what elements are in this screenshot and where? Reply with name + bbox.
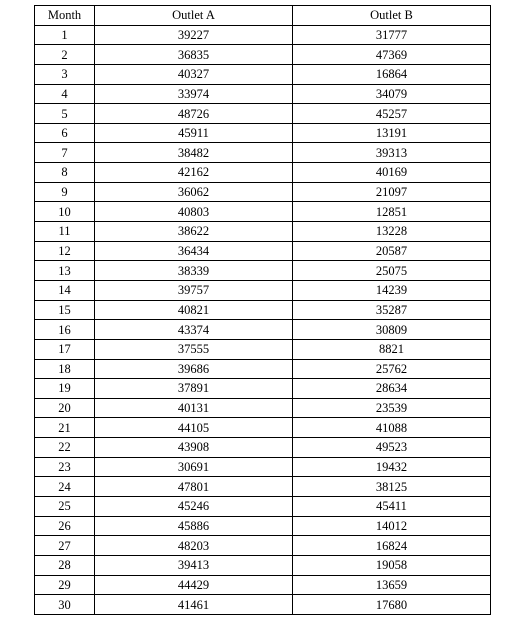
outlet-b-cell: 25762 (293, 359, 491, 379)
sales-table (34, 5, 491, 615)
table-row (35, 575, 491, 595)
month-cell: 17 (35, 339, 95, 359)
month-cell: 15 (35, 300, 95, 320)
month-cell: 1 (35, 25, 95, 45)
table-body (35, 25, 491, 614)
outlet-b-cell: 13659 (293, 575, 491, 595)
table-row (35, 222, 491, 242)
table-row (35, 555, 491, 575)
outlet-a-cell: 45886 (95, 516, 293, 536)
outlet-a-cell: 45246 (95, 497, 293, 517)
table-row (35, 457, 491, 477)
month-cell: 20 (35, 398, 95, 418)
table-row (35, 104, 491, 124)
month-cell: 14 (35, 280, 95, 300)
outlet-a-cell: 39757 (95, 280, 293, 300)
month-cell: 7 (35, 143, 95, 163)
month-cell: 26 (35, 516, 95, 536)
outlet-b-cell: 45257 (293, 104, 491, 124)
header-outlet-a: Outlet A (95, 6, 293, 26)
table-row (35, 359, 491, 379)
table-row (35, 418, 491, 438)
month-cell: 22 (35, 438, 95, 458)
table-row (35, 398, 491, 418)
outlet-a-cell: 45911 (95, 123, 293, 143)
outlet-b-cell: 47369 (293, 45, 491, 65)
month-cell: 9 (35, 182, 95, 202)
outlet-b-cell: 13228 (293, 222, 491, 242)
month-cell: 2 (35, 45, 95, 65)
outlet-a-cell: 48203 (95, 536, 293, 556)
table-row (35, 339, 491, 359)
month-cell: 24 (35, 477, 95, 497)
outlet-a-cell: 43374 (95, 320, 293, 340)
month-cell: 4 (35, 84, 95, 104)
month-cell: 27 (35, 536, 95, 556)
table-row (35, 123, 491, 143)
table-row (35, 477, 491, 497)
header-month: Month (35, 6, 95, 26)
outlet-a-cell: 40821 (95, 300, 293, 320)
outlet-a-cell: 38622 (95, 222, 293, 242)
month-cell: 29 (35, 575, 95, 595)
outlet-a-cell: 33974 (95, 84, 293, 104)
table-row (35, 261, 491, 281)
outlet-a-cell: 30691 (95, 457, 293, 477)
outlet-a-cell: 48726 (95, 104, 293, 124)
outlet-a-cell: 41461 (95, 595, 293, 615)
table-row (35, 45, 491, 65)
table-row (35, 163, 491, 183)
month-cell: 18 (35, 359, 95, 379)
outlet-b-cell: 13191 (293, 123, 491, 143)
outlet-a-cell: 44105 (95, 418, 293, 438)
table-row (35, 379, 491, 399)
header-outlet-b: Outlet B (293, 6, 491, 26)
table-row (35, 25, 491, 45)
table-row (35, 143, 491, 163)
month-cell: 28 (35, 555, 95, 575)
table-row (35, 438, 491, 458)
table-row (35, 64, 491, 84)
outlet-b-cell: 41088 (293, 418, 491, 438)
month-cell: 12 (35, 241, 95, 261)
outlet-b-cell: 14012 (293, 516, 491, 536)
month-cell: 25 (35, 497, 95, 517)
outlet-a-cell: 40131 (95, 398, 293, 418)
month-cell: 11 (35, 222, 95, 242)
month-cell: 6 (35, 123, 95, 143)
month-cell: 8 (35, 163, 95, 183)
outlet-b-cell: 20587 (293, 241, 491, 261)
outlet-b-cell: 45411 (293, 497, 491, 517)
table-row (35, 241, 491, 261)
header-row (35, 6, 491, 26)
outlet-a-cell: 37891 (95, 379, 293, 399)
outlet-b-cell: 30809 (293, 320, 491, 340)
outlet-a-cell: 39227 (95, 25, 293, 45)
outlet-b-cell: 39313 (293, 143, 491, 163)
outlet-b-cell: 19432 (293, 457, 491, 477)
table-row (35, 320, 491, 340)
table-row (35, 202, 491, 222)
outlet-a-cell: 40803 (95, 202, 293, 222)
outlet-b-cell: 28634 (293, 379, 491, 399)
outlet-b-cell: 38125 (293, 477, 491, 497)
outlet-a-cell: 36062 (95, 182, 293, 202)
outlet-a-cell: 38339 (95, 261, 293, 281)
outlet-a-cell: 40327 (95, 64, 293, 84)
outlet-b-cell: 8821 (293, 339, 491, 359)
month-cell: 3 (35, 64, 95, 84)
outlet-a-cell: 42162 (95, 163, 293, 183)
outlet-b-cell: 40169 (293, 163, 491, 183)
outlet-b-cell: 16864 (293, 64, 491, 84)
outlet-b-cell: 21097 (293, 182, 491, 202)
outlet-a-cell: 44429 (95, 575, 293, 595)
table-row (35, 280, 491, 300)
outlet-a-cell: 39413 (95, 555, 293, 575)
table-row (35, 516, 491, 536)
outlet-a-cell: 36434 (95, 241, 293, 261)
month-cell: 13 (35, 261, 95, 281)
table-header (35, 6, 491, 26)
outlet-a-cell: 47801 (95, 477, 293, 497)
outlet-b-cell: 17680 (293, 595, 491, 615)
table-row (35, 84, 491, 104)
month-cell: 21 (35, 418, 95, 438)
outlet-b-cell: 12851 (293, 202, 491, 222)
outlet-a-cell: 37555 (95, 339, 293, 359)
month-cell: 10 (35, 202, 95, 222)
outlet-a-cell: 39686 (95, 359, 293, 379)
outlet-b-cell: 23539 (293, 398, 491, 418)
outlet-a-cell: 36835 (95, 45, 293, 65)
outlet-a-cell: 38482 (95, 143, 293, 163)
table-row (35, 536, 491, 556)
outlet-b-cell: 34079 (293, 84, 491, 104)
table-row (35, 182, 491, 202)
outlet-b-cell: 31777 (293, 25, 491, 45)
month-cell: 19 (35, 379, 95, 399)
outlet-a-cell: 43908 (95, 438, 293, 458)
table-row (35, 595, 491, 615)
month-cell: 23 (35, 457, 95, 477)
table-row (35, 300, 491, 320)
outlet-b-cell: 35287 (293, 300, 491, 320)
outlet-b-cell: 49523 (293, 438, 491, 458)
outlet-b-cell: 19058 (293, 555, 491, 575)
month-cell: 5 (35, 104, 95, 124)
outlet-b-cell: 25075 (293, 261, 491, 281)
month-cell: 16 (35, 320, 95, 340)
month-cell: 30 (35, 595, 95, 615)
outlet-b-cell: 14239 (293, 280, 491, 300)
outlet-b-cell: 16824 (293, 536, 491, 556)
table-row (35, 497, 491, 517)
